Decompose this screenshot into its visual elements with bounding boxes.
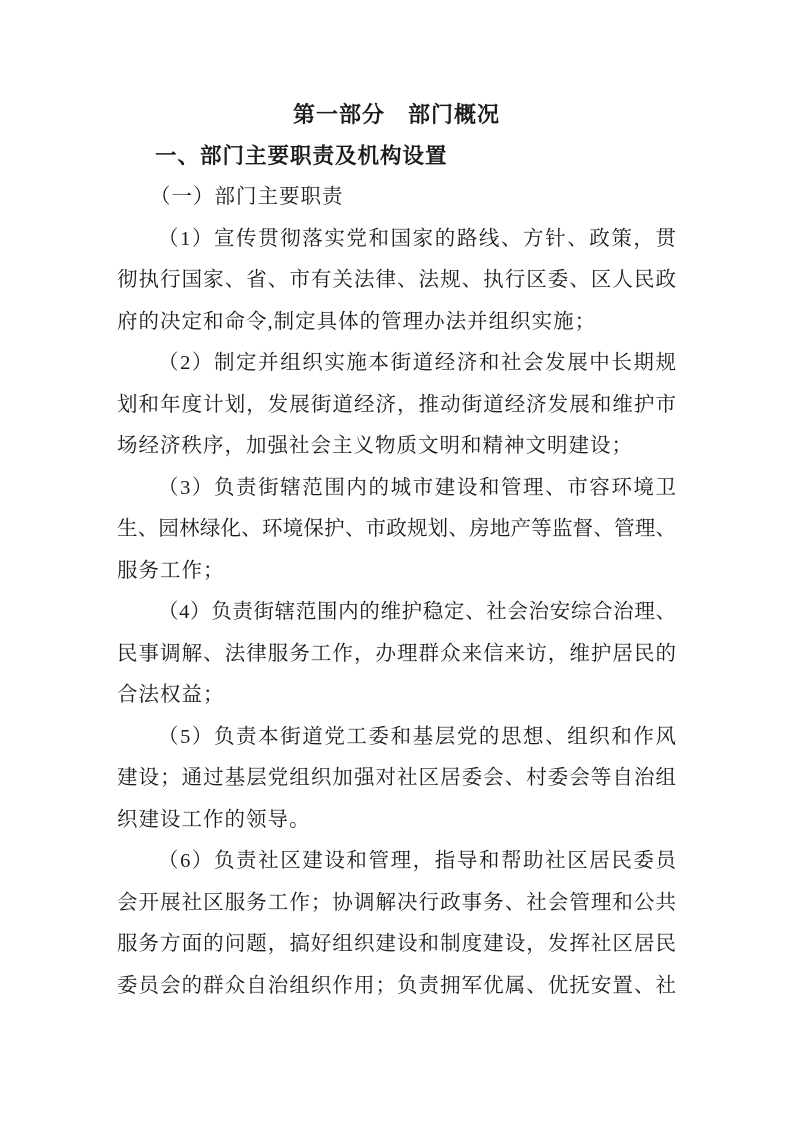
paragraph-5 xyxy=(117,717,676,842)
subsection-heading: （一）部门主要职责 xyxy=(150,186,344,208)
paragraph-6 xyxy=(117,841,676,1007)
body-text-line: 建设；通过基层党组织加强对社区居委会、村委会等自治组 xyxy=(117,767,676,789)
paragraph-3 xyxy=(117,468,676,593)
body-text-line: 府的决定和命令,制定具体的管理办法并组织实施； xyxy=(117,310,597,333)
paragraph-1 xyxy=(117,219,676,344)
body-text-line: 场经济秩序，加强社会主义物质文明和精神文明建设； xyxy=(117,435,633,457)
body-text-line: 合法权益； xyxy=(117,684,225,706)
body-text-line: 会开展社区服务工作；协调解决行政事务、社会管理和公共 xyxy=(117,891,676,914)
document-title: 第一部分 部门概况 xyxy=(292,102,500,127)
body-text-line: 生、园林绿化、环境保护、市政规划、房地产等监督、管理、 xyxy=(117,518,676,540)
body-text-line: （3）负责街辖范围内的城市建设和管理、市容环境卫 xyxy=(158,476,676,499)
body-text-line: 划和年度计划，发展街道经济，推动街道经济发展和维护市 xyxy=(117,393,676,416)
body-text-line: 织建设工作的领导。 xyxy=(117,808,311,831)
body-text-line: 服务方面的问题，搞好组织建设和制度建设，发挥社区居民 xyxy=(117,933,676,955)
body-text-line: 委员会的群众自治组织作用；负责拥军优属、优抚安置、社 xyxy=(117,974,676,997)
body-text-line: 彻执行国家、省、市有关法律、法规、执行区委、区人民政 xyxy=(117,269,676,291)
body-text-line: （6）负责社区建设和管理，指导和帮助社区居民委员 xyxy=(158,850,676,872)
body-text-line: （4）负责街辖范围内的维护稳定、社会治安综合治理、 xyxy=(158,601,676,623)
body-text-line: 民事调解、法律服务工作，办理群众来信来访，维护居民的 xyxy=(117,642,676,665)
section-heading: 一、部门主要职责及机构设置 xyxy=(155,143,448,168)
body-text-line: （5）负责本街道党工委和基层党的思想、组织和作风 xyxy=(158,725,676,748)
body-text-line: 服务工作； xyxy=(117,559,225,582)
paragraph-2 xyxy=(117,343,676,468)
body-text-line: （2）制定并组织实施本街道经济和社会发展中长期规 xyxy=(158,352,676,374)
paragraph-4 xyxy=(117,592,676,717)
body-text-line: （1）宣传贯彻落实党和国家的路线、方针、政策，贯 xyxy=(158,227,676,250)
